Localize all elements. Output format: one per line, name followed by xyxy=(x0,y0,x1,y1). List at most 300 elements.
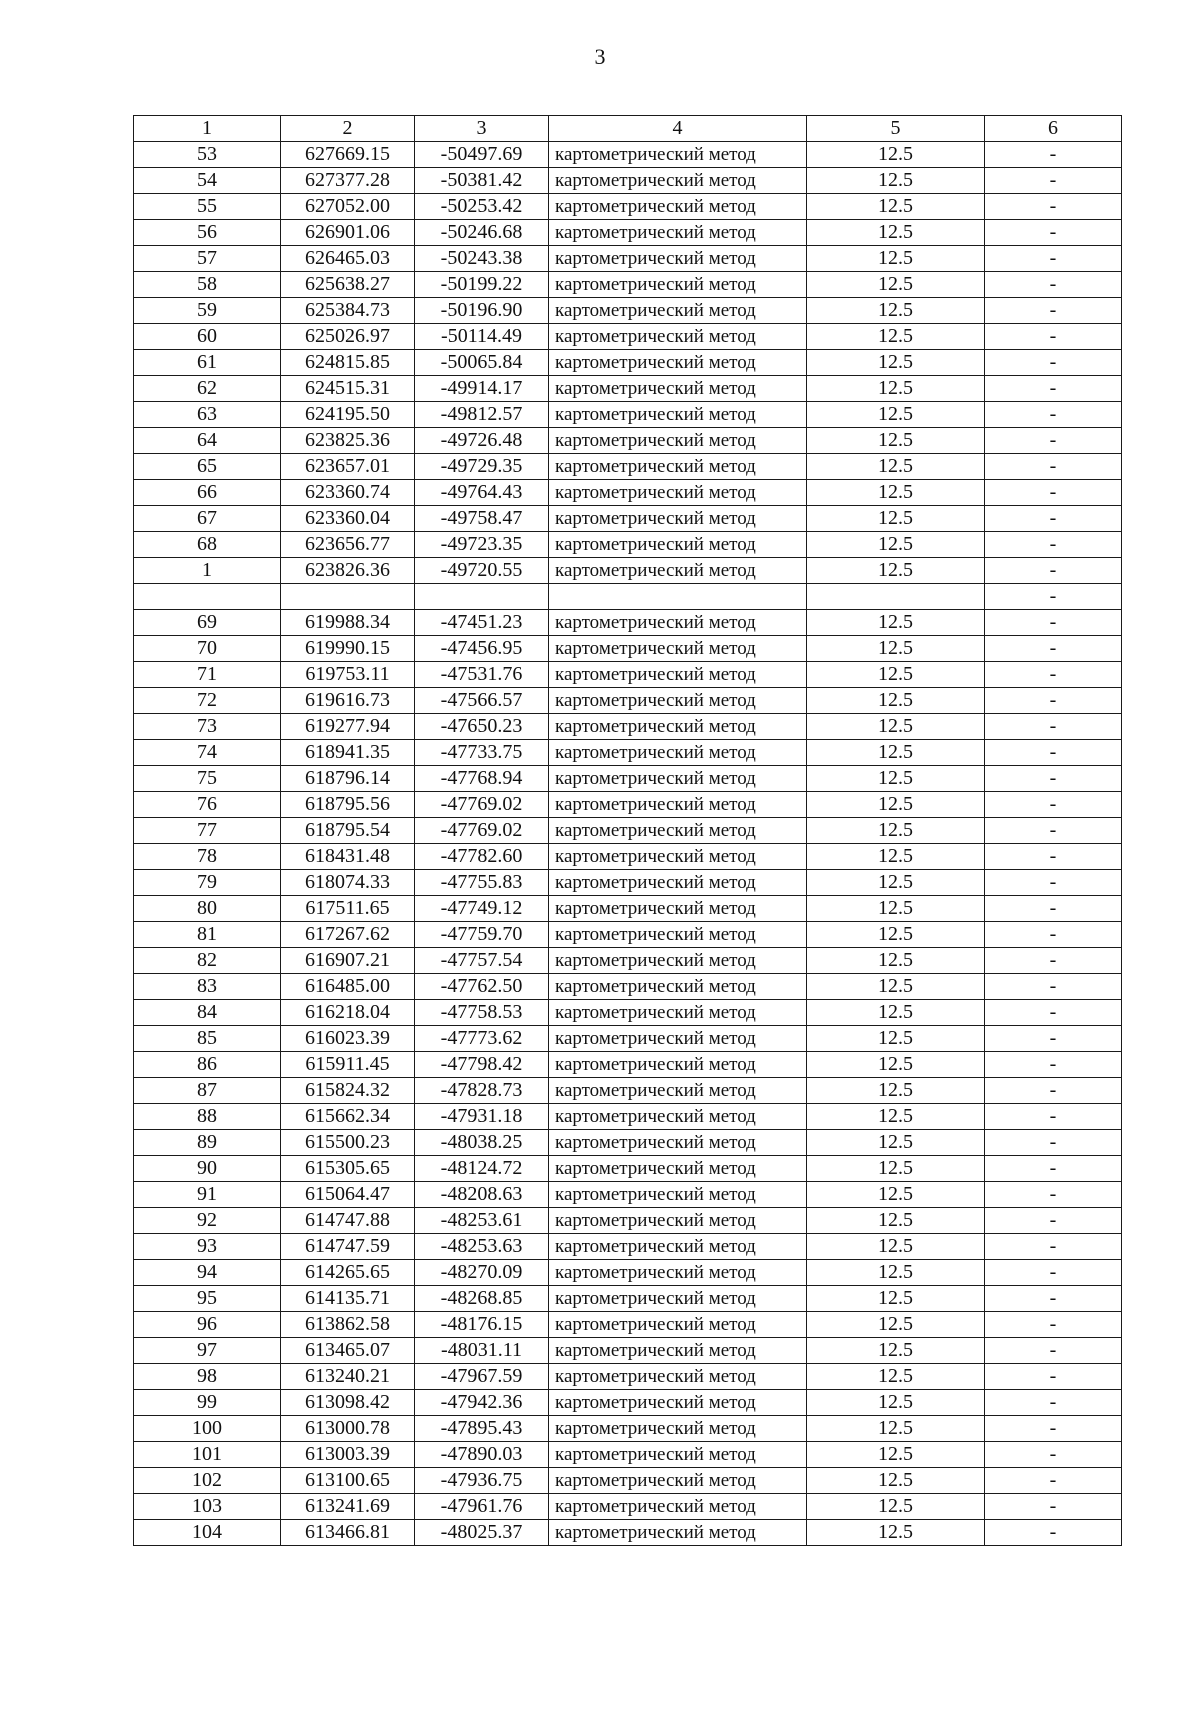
table-row xyxy=(134,1494,1122,1520)
point-number-cell: 64 xyxy=(134,428,281,454)
method-cell: картометрический метод xyxy=(549,1520,807,1546)
x-coordinate-cell: 619616.73 xyxy=(281,688,415,714)
method-cell: картометрический метод xyxy=(549,1390,807,1416)
note-cell: - xyxy=(985,1494,1122,1520)
table-row xyxy=(134,766,1122,792)
method-cell: картометрический метод xyxy=(549,1468,807,1494)
accuracy-cell: 12.5 xyxy=(807,428,985,454)
note-cell: - xyxy=(985,532,1122,558)
y-coordinate-cell: -48253.61 xyxy=(415,1208,549,1234)
table-row xyxy=(134,818,1122,844)
y-coordinate-cell: -47769.02 xyxy=(415,792,549,818)
accuracy-cell: 12.5 xyxy=(807,662,985,688)
method-cell: картометрический метод xyxy=(549,714,807,740)
table-body xyxy=(134,142,1122,1546)
note-cell: - xyxy=(985,922,1122,948)
point-number-cell: 56 xyxy=(134,220,281,246)
note-cell: - xyxy=(985,844,1122,870)
x-coordinate-cell: 618431.48 xyxy=(281,844,415,870)
x-coordinate-cell: 614265.65 xyxy=(281,1260,415,1286)
note-cell: - xyxy=(985,1208,1122,1234)
accuracy-cell: 12.5 xyxy=(807,220,985,246)
point-number-cell: 69 xyxy=(134,610,281,636)
point-number-cell: 81 xyxy=(134,922,281,948)
y-coordinate-cell: -47650.23 xyxy=(415,714,549,740)
table-row xyxy=(134,1520,1122,1546)
x-coordinate-cell: 613003.39 xyxy=(281,1442,415,1468)
y-coordinate-cell: -49726.48 xyxy=(415,428,549,454)
point-number-cell: 101 xyxy=(134,1442,281,1468)
note-cell: - xyxy=(985,610,1122,636)
table-row xyxy=(134,792,1122,818)
point-number-cell: 71 xyxy=(134,662,281,688)
note-cell: - xyxy=(985,298,1122,324)
point-number-cell: 65 xyxy=(134,454,281,480)
accuracy-cell: 12.5 xyxy=(807,766,985,792)
note-cell: - xyxy=(985,714,1122,740)
y-coordinate-cell: -50253.42 xyxy=(415,194,549,220)
y-coordinate-cell: -47798.42 xyxy=(415,1052,549,1078)
note-cell: - xyxy=(985,636,1122,662)
point-number-cell: 98 xyxy=(134,1364,281,1390)
accuracy-cell: 12.5 xyxy=(807,272,985,298)
y-coordinate-cell: -47758.53 xyxy=(415,1000,549,1026)
accuracy-cell: 12.5 xyxy=(807,1234,985,1260)
table-row xyxy=(134,324,1122,350)
x-coordinate-cell xyxy=(281,584,415,610)
note-cell: - xyxy=(985,974,1122,1000)
accuracy-cell: 12.5 xyxy=(807,1156,985,1182)
accuracy-cell: 12.5 xyxy=(807,532,985,558)
y-coordinate-cell: -48124.72 xyxy=(415,1156,549,1182)
method-cell: картометрический метод xyxy=(549,194,807,220)
y-coordinate-cell: -50196.90 xyxy=(415,298,549,324)
method-cell: картометрический метод xyxy=(549,870,807,896)
method-cell: картометрический метод xyxy=(549,1286,807,1312)
point-number-cell: 85 xyxy=(134,1026,281,1052)
x-coordinate-cell: 618074.33 xyxy=(281,870,415,896)
y-coordinate-cell: -47769.02 xyxy=(415,818,549,844)
point-number-cell: 79 xyxy=(134,870,281,896)
y-coordinate-cell: -48268.85 xyxy=(415,1286,549,1312)
y-coordinate-cell: -48038.25 xyxy=(415,1130,549,1156)
accuracy-cell: 12.5 xyxy=(807,896,985,922)
method-cell: картометрический метод xyxy=(549,1234,807,1260)
point-number-cell: 103 xyxy=(134,1494,281,1520)
method-cell: картометрический метод xyxy=(549,1052,807,1078)
method-cell: картометрический метод xyxy=(549,506,807,532)
accuracy-cell: 12.5 xyxy=(807,1208,985,1234)
note-cell: - xyxy=(985,168,1122,194)
table-row xyxy=(134,610,1122,636)
accuracy-cell: 12.5 xyxy=(807,740,985,766)
table-row xyxy=(134,1364,1122,1390)
table-row xyxy=(134,220,1122,246)
x-coordinate-cell: 619277.94 xyxy=(281,714,415,740)
point-number-cell: 63 xyxy=(134,402,281,428)
accuracy-cell: 12.5 xyxy=(807,1000,985,1026)
accuracy-cell: 12.5 xyxy=(807,1416,985,1442)
page-number: 3 xyxy=(594,44,606,69)
note-cell: - xyxy=(985,1390,1122,1416)
accuracy-cell: 12.5 xyxy=(807,792,985,818)
point-number-cell: 75 xyxy=(134,766,281,792)
y-coordinate-cell: -50065.84 xyxy=(415,350,549,376)
accuracy-cell: 12.5 xyxy=(807,922,985,948)
accuracy-cell: 12.5 xyxy=(807,1468,985,1494)
x-coordinate-cell: 618941.35 xyxy=(281,740,415,766)
x-coordinate-cell: 619988.34 xyxy=(281,610,415,636)
table-row xyxy=(134,1286,1122,1312)
y-coordinate-cell xyxy=(415,584,549,610)
y-coordinate-cell: -47762.50 xyxy=(415,974,549,1000)
point-number-cell: 78 xyxy=(134,844,281,870)
table-row xyxy=(134,1000,1122,1026)
point-number-cell: 89 xyxy=(134,1130,281,1156)
method-cell: картометрический метод xyxy=(549,454,807,480)
point-number-cell: 83 xyxy=(134,974,281,1000)
accuracy-cell: 12.5 xyxy=(807,1312,985,1338)
note-cell: - xyxy=(985,402,1122,428)
point-number-cell: 95 xyxy=(134,1286,281,1312)
y-coordinate-cell: -48253.63 xyxy=(415,1234,549,1260)
table-row xyxy=(134,922,1122,948)
method-cell: картометрический метод xyxy=(549,1312,807,1338)
accuracy-cell: 12.5 xyxy=(807,558,985,584)
method-cell: картометрический метод xyxy=(549,948,807,974)
x-coordinate-cell: 615064.47 xyxy=(281,1182,415,1208)
y-coordinate-cell: -50199.22 xyxy=(415,272,549,298)
note-cell: - xyxy=(985,896,1122,922)
note-cell: - xyxy=(985,272,1122,298)
accuracy-cell: 12.5 xyxy=(807,1494,985,1520)
note-cell: - xyxy=(985,948,1122,974)
y-coordinate-cell: -49914.17 xyxy=(415,376,549,402)
note-cell: - xyxy=(985,142,1122,168)
method-cell: картометрический метод xyxy=(549,1208,807,1234)
column-header-5: 5 xyxy=(807,116,985,142)
accuracy-cell: 12.5 xyxy=(807,870,985,896)
x-coordinate-cell: 625638.27 xyxy=(281,272,415,298)
point-number-cell: 54 xyxy=(134,168,281,194)
x-coordinate-cell: 615911.45 xyxy=(281,1052,415,1078)
y-coordinate-cell: -47749.12 xyxy=(415,896,549,922)
y-coordinate-cell: -47967.59 xyxy=(415,1364,549,1390)
method-cell: картометрический метод xyxy=(549,532,807,558)
y-coordinate-cell: -48031.11 xyxy=(415,1338,549,1364)
accuracy-cell: 12.5 xyxy=(807,480,985,506)
table-row xyxy=(134,974,1122,1000)
x-coordinate-cell: 623657.01 xyxy=(281,454,415,480)
method-cell: картометрический метод xyxy=(549,688,807,714)
x-coordinate-cell: 616218.04 xyxy=(281,1000,415,1026)
point-number-cell: 94 xyxy=(134,1260,281,1286)
table-row xyxy=(134,1104,1122,1130)
y-coordinate-cell: -47931.18 xyxy=(415,1104,549,1130)
accuracy-cell: 12.5 xyxy=(807,818,985,844)
point-number-cell: 102 xyxy=(134,1468,281,1494)
note-cell: - xyxy=(985,688,1122,714)
y-coordinate-cell: -47890.03 xyxy=(415,1442,549,1468)
table-row xyxy=(134,194,1122,220)
note-cell: - xyxy=(985,1182,1122,1208)
table-row xyxy=(134,558,1122,584)
x-coordinate-cell: 613240.21 xyxy=(281,1364,415,1390)
table-row xyxy=(134,506,1122,532)
point-number-cell: 100 xyxy=(134,1416,281,1442)
x-coordinate-cell: 613098.42 xyxy=(281,1390,415,1416)
table-row xyxy=(134,1130,1122,1156)
x-coordinate-cell: 614747.88 xyxy=(281,1208,415,1234)
note-cell: - xyxy=(985,1468,1122,1494)
y-coordinate-cell: -47782.60 xyxy=(415,844,549,870)
point-number-cell: 66 xyxy=(134,480,281,506)
method-cell: картометрический метод xyxy=(549,1130,807,1156)
y-coordinate-cell: -47936.75 xyxy=(415,1468,549,1494)
point-number-cell: 84 xyxy=(134,1000,281,1026)
method-cell: картометрический метод xyxy=(549,480,807,506)
x-coordinate-cell: 627052.00 xyxy=(281,194,415,220)
column-header-3: 3 xyxy=(415,116,549,142)
point-number-cell: 1 xyxy=(134,558,281,584)
x-coordinate-cell: 624515.31 xyxy=(281,376,415,402)
y-coordinate-cell: -47456.95 xyxy=(415,636,549,662)
note-cell: - xyxy=(985,376,1122,402)
y-coordinate-cell: -47759.70 xyxy=(415,922,549,948)
note-cell: - xyxy=(985,324,1122,350)
method-cell: картометрический метод xyxy=(549,1104,807,1130)
y-coordinate-cell: -47942.36 xyxy=(415,1390,549,1416)
note-cell: - xyxy=(985,1364,1122,1390)
note-cell: - xyxy=(985,246,1122,272)
table-row xyxy=(134,870,1122,896)
point-number-cell: 72 xyxy=(134,688,281,714)
method-cell: картометрический метод xyxy=(549,1156,807,1182)
method-cell: картометрический метод xyxy=(549,246,807,272)
table-row xyxy=(134,1416,1122,1442)
accuracy-cell: 12.5 xyxy=(807,974,985,1000)
method-cell: картометрический метод xyxy=(549,142,807,168)
accuracy-cell: 12.5 xyxy=(807,1130,985,1156)
table-header-row xyxy=(134,116,1122,142)
accuracy-cell: 12.5 xyxy=(807,298,985,324)
accuracy-cell: 12.5 xyxy=(807,636,985,662)
accuracy-cell xyxy=(807,584,985,610)
method-cell: картометрический метод xyxy=(549,844,807,870)
accuracy-cell: 12.5 xyxy=(807,376,985,402)
x-coordinate-cell: 615662.34 xyxy=(281,1104,415,1130)
point-number-cell: 96 xyxy=(134,1312,281,1338)
accuracy-cell: 12.5 xyxy=(807,324,985,350)
point-number-cell: 74 xyxy=(134,740,281,766)
x-coordinate-cell: 623825.36 xyxy=(281,428,415,454)
y-coordinate-cell: -47755.83 xyxy=(415,870,549,896)
x-coordinate-cell: 626901.06 xyxy=(281,220,415,246)
note-cell: - xyxy=(985,1052,1122,1078)
method-cell: картометрический метод xyxy=(549,610,807,636)
method-cell: картометрический метод xyxy=(549,168,807,194)
x-coordinate-cell: 626465.03 xyxy=(281,246,415,272)
table-row xyxy=(134,350,1122,376)
method-cell: картометрический метод xyxy=(549,896,807,922)
accuracy-cell: 12.5 xyxy=(807,350,985,376)
x-coordinate-cell: 619753.11 xyxy=(281,662,415,688)
y-coordinate-cell: -48208.63 xyxy=(415,1182,549,1208)
note-cell: - xyxy=(985,1104,1122,1130)
accuracy-cell: 12.5 xyxy=(807,1182,985,1208)
y-coordinate-cell: -47961.76 xyxy=(415,1494,549,1520)
method-cell: картометрический метод xyxy=(549,1364,807,1390)
method-cell: картометрический метод xyxy=(549,428,807,454)
table-row xyxy=(134,1156,1122,1182)
x-coordinate-cell: 615305.65 xyxy=(281,1156,415,1182)
y-coordinate-cell: -47895.43 xyxy=(415,1416,549,1442)
note-cell: - xyxy=(985,1234,1122,1260)
method-cell: картометрический метод xyxy=(549,272,807,298)
y-coordinate-cell: -49720.55 xyxy=(415,558,549,584)
point-number-cell: 55 xyxy=(134,194,281,220)
method-cell: картометрический метод xyxy=(549,766,807,792)
point-number-cell: 67 xyxy=(134,506,281,532)
note-cell: - xyxy=(985,454,1122,480)
note-cell: - xyxy=(985,740,1122,766)
table-row xyxy=(134,428,1122,454)
point-number-cell: 68 xyxy=(134,532,281,558)
note-cell: - xyxy=(985,1000,1122,1026)
coordinates-table xyxy=(133,115,1122,1546)
accuracy-cell: 12.5 xyxy=(807,506,985,532)
table-row xyxy=(134,402,1122,428)
table-row xyxy=(134,688,1122,714)
point-number-cell: 86 xyxy=(134,1052,281,1078)
method-cell: картометрический метод xyxy=(549,376,807,402)
x-coordinate-cell: 613100.65 xyxy=(281,1468,415,1494)
accuracy-cell: 12.5 xyxy=(807,194,985,220)
accuracy-cell: 12.5 xyxy=(807,688,985,714)
note-cell: - xyxy=(985,1416,1122,1442)
point-number-cell: 58 xyxy=(134,272,281,298)
accuracy-cell: 12.5 xyxy=(807,1338,985,1364)
note-cell: - xyxy=(985,1520,1122,1546)
method-cell: картометрический метод xyxy=(549,636,807,662)
x-coordinate-cell: 625384.73 xyxy=(281,298,415,324)
x-coordinate-cell: 627377.28 xyxy=(281,168,415,194)
x-coordinate-cell: 623656.77 xyxy=(281,532,415,558)
point-number-cell: 53 xyxy=(134,142,281,168)
method-cell: картометрический метод xyxy=(549,1260,807,1286)
note-cell: - xyxy=(985,1026,1122,1052)
x-coordinate-cell: 614135.71 xyxy=(281,1286,415,1312)
accuracy-cell: 12.5 xyxy=(807,844,985,870)
y-coordinate-cell: -49723.35 xyxy=(415,532,549,558)
y-coordinate-cell: -47733.75 xyxy=(415,740,549,766)
method-cell: картометрический метод xyxy=(549,662,807,688)
y-coordinate-cell: -47773.62 xyxy=(415,1026,549,1052)
accuracy-cell: 12.5 xyxy=(807,1260,985,1286)
point-number-cell: 80 xyxy=(134,896,281,922)
note-cell: - xyxy=(985,1130,1122,1156)
table-row xyxy=(134,168,1122,194)
note-cell: - xyxy=(985,584,1122,610)
note-cell: - xyxy=(985,1156,1122,1182)
x-coordinate-cell: 615500.23 xyxy=(281,1130,415,1156)
accuracy-cell: 12.5 xyxy=(807,1078,985,1104)
point-number-cell: 60 xyxy=(134,324,281,350)
x-coordinate-cell: 613466.81 xyxy=(281,1520,415,1546)
x-coordinate-cell: 615824.32 xyxy=(281,1078,415,1104)
x-coordinate-cell: 624195.50 xyxy=(281,402,415,428)
point-number-cell: 57 xyxy=(134,246,281,272)
x-coordinate-cell: 616023.39 xyxy=(281,1026,415,1052)
table-row xyxy=(134,740,1122,766)
point-number-cell: 97 xyxy=(134,1338,281,1364)
point-number-cell xyxy=(134,584,281,610)
x-coordinate-cell: 623360.74 xyxy=(281,480,415,506)
table-row xyxy=(134,636,1122,662)
x-coordinate-cell: 624815.85 xyxy=(281,350,415,376)
y-coordinate-cell: -47566.57 xyxy=(415,688,549,714)
x-coordinate-cell: 614747.59 xyxy=(281,1234,415,1260)
table-row xyxy=(134,662,1122,688)
accuracy-cell: 12.5 xyxy=(807,402,985,428)
y-coordinate-cell: -49729.35 xyxy=(415,454,549,480)
method-cell: картометрический метод xyxy=(549,298,807,324)
x-coordinate-cell: 613862.58 xyxy=(281,1312,415,1338)
point-number-cell: 82 xyxy=(134,948,281,974)
method-cell xyxy=(549,584,807,610)
x-coordinate-cell: 625026.97 xyxy=(281,324,415,350)
note-cell: - xyxy=(985,1078,1122,1104)
table-row xyxy=(134,1442,1122,1468)
point-number-cell: 87 xyxy=(134,1078,281,1104)
note-cell: - xyxy=(985,480,1122,506)
table-row xyxy=(134,1026,1122,1052)
point-number-cell: 88 xyxy=(134,1104,281,1130)
method-cell: картометрический метод xyxy=(549,1338,807,1364)
column-header-6: 6 xyxy=(985,116,1122,142)
point-number-cell: 99 xyxy=(134,1390,281,1416)
table-row xyxy=(134,298,1122,324)
accuracy-cell: 12.5 xyxy=(807,1026,985,1052)
x-coordinate-cell: 618796.14 xyxy=(281,766,415,792)
table-row xyxy=(134,1260,1122,1286)
x-coordinate-cell: 617267.62 xyxy=(281,922,415,948)
method-cell: картометрический метод xyxy=(549,1026,807,1052)
accuracy-cell: 12.5 xyxy=(807,246,985,272)
x-coordinate-cell: 618795.54 xyxy=(281,818,415,844)
point-number-cell: 70 xyxy=(134,636,281,662)
note-cell: - xyxy=(985,1442,1122,1468)
table-row xyxy=(134,1182,1122,1208)
method-cell: картометрический метод xyxy=(549,324,807,350)
note-cell: - xyxy=(985,766,1122,792)
method-cell: картометрический метод xyxy=(549,1416,807,1442)
table-row xyxy=(134,896,1122,922)
method-cell: картометрический метод xyxy=(549,1494,807,1520)
note-cell: - xyxy=(985,662,1122,688)
table-row xyxy=(134,1468,1122,1494)
accuracy-cell: 12.5 xyxy=(807,714,985,740)
table-row xyxy=(134,1052,1122,1078)
y-coordinate-cell: -48025.37 xyxy=(415,1520,549,1546)
y-coordinate-cell: -50246.68 xyxy=(415,220,549,246)
table-row xyxy=(134,948,1122,974)
table-row xyxy=(134,584,1122,610)
y-coordinate-cell: -50114.49 xyxy=(415,324,549,350)
note-cell: - xyxy=(985,870,1122,896)
method-cell: картометрический метод xyxy=(549,402,807,428)
table-row xyxy=(134,1390,1122,1416)
